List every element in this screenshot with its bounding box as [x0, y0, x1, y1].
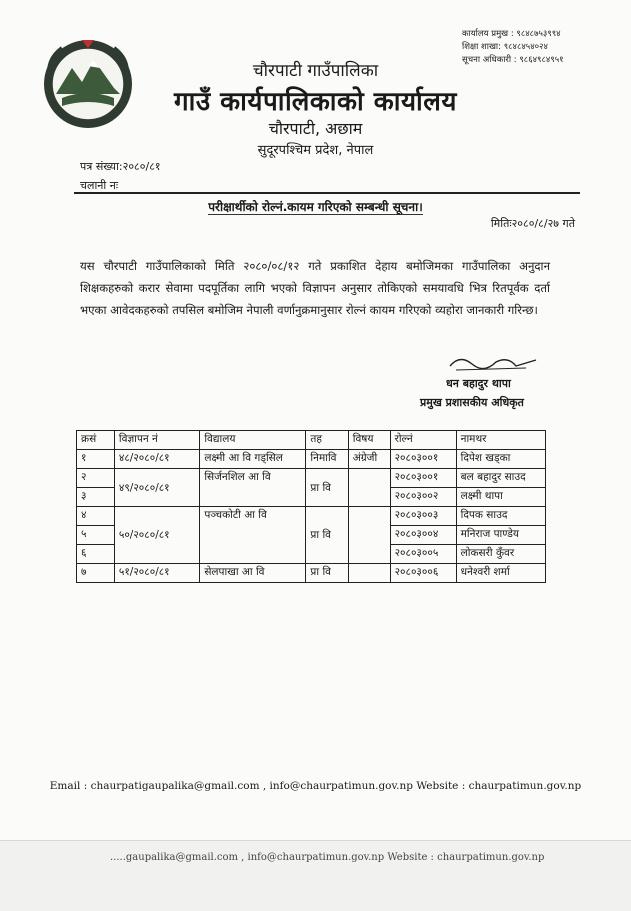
reference-number: पत्र संख्या:२०८०/८१ [80, 160, 161, 173]
cell-serial: ५ [77, 526, 115, 545]
cell-serial: ६ [77, 545, 115, 564]
contact-education: शिक्षा शाखा: ९८४८४५४०२४ [462, 42, 548, 52]
cell-roll: २०८०३००१ [390, 450, 456, 469]
cell-level: प्रा वि [306, 507, 348, 564]
footer-contact: Email : chaurpatigaupalika@gmail.com , info@chaurpatimun.gov.np Website : chaurpatimun.gov.np [49, 780, 582, 792]
office-title: गाउँ कार्यपालिकाको कार्यालय [174, 87, 457, 117]
cell-advertisement: ४८/२०८०/८१ [114, 450, 199, 469]
dispatch-number: चलानी नः [80, 179, 119, 192]
notice-subject: परीक्षार्थीको रोल्नं.कायम गरिएको सम्बन्धी सूचना। [208, 200, 423, 214]
cell-serial: १ [77, 450, 115, 469]
contact-info-officer: सूचना अधिकारी : ९८६४९८४९५१ [462, 55, 564, 65]
notice-body: यस चौरपाटी गाउँपालिकाको मिति २०८०/०८/१२ गते प्रकाशित देहाय बमोजिमका गाउँपालिका अनुदान शिक्षकहरुको करार सेवामा पदपूर्तिका लागि भएको विज्ञापन अनुसार तोकिएको समयावधि भित्र रितपूर्वक दर्ता भएका आवेदकहरुको तपसिल बमोजिम नेपाली वर्णानुक्रमानुसार रोल्नं कायम गरिएको व्यहोरा जानकारी गरिन्छ। [80, 259, 550, 317]
municipality-name: चौरपाटी गाउँपालिका [252, 61, 379, 81]
cell-level: प्रा वि [306, 469, 348, 507]
second-page-edge [0, 840, 631, 911]
header-divider [74, 192, 580, 194]
table-row [77, 564, 546, 583]
col-roll: रोल्नं [390, 431, 456, 450]
notice-date: मितिः२०८०/८/२७ गते [490, 217, 575, 230]
cell-serial: ३ [77, 488, 115, 507]
cell-school: पञ्चकोटी आ वि [200, 507, 306, 564]
col-level: तह [306, 431, 348, 450]
cell-level: प्रा वि [306, 564, 348, 583]
cell-name: लोकसरी कुँवर [456, 545, 545, 564]
cell-subject: अंग्रेजी [348, 450, 390, 469]
cell-advertisement: ५०/२०८०/८१ [114, 507, 199, 564]
province-name: सुदूरपश्चिम प्रदेश, नेपाल [257, 143, 374, 158]
cell-advertisement: ४९/२०८०/८१ [114, 469, 199, 507]
cell-name: दिपक साउद [456, 507, 545, 526]
signer-title: प्रमुख प्रशासकीय अधिकृत [420, 396, 524, 409]
cell-school: सेलपाखा आ वि [200, 564, 306, 583]
office-location: चौरपाटी, अछाम [268, 119, 363, 138]
signer-name: धन बहादुर थापा [446, 377, 511, 390]
col-subject: विषय [348, 431, 390, 450]
cell-name: दिपेश खड्का [456, 450, 545, 469]
cell-roll: २०८०३००१ [390, 469, 456, 488]
cell-serial: ७ [77, 564, 115, 583]
cell-roll: २०८०३००४ [390, 526, 456, 545]
cell-name: मनिराज पाण्डेय [456, 526, 545, 545]
table-row [77, 469, 546, 488]
signature-scribble [446, 352, 540, 374]
roll-number-table [76, 430, 546, 583]
cell-school: सिर्जनशिल आ वि [200, 469, 306, 507]
cell-roll: २०८०३००५ [390, 545, 456, 564]
cell-advertisement: ५१/२०८०/८१ [114, 564, 199, 583]
contact-office-head: कार्यालय प्रमुख : ९८४८७५३९९४ [462, 29, 561, 39]
cell-serial: २ [77, 469, 115, 488]
table-header-row [77, 431, 546, 450]
cell-roll: २०८०३००३ [390, 507, 456, 526]
footer-contact-underpage: .....gaupalika@gmail.com , info@chaurpatimun.gov.np Website : chaurpatimun.gov.np [110, 852, 545, 863]
cell-name: धनेश्वरी शर्मा [456, 564, 545, 583]
table-row [77, 507, 546, 526]
cell-roll: २०८०३००६ [390, 564, 456, 583]
col-school: विद्यालय [200, 431, 306, 450]
cell-subject [348, 564, 390, 583]
col-serial: क्रसं [77, 431, 115, 450]
cell-name: लक्ष्मी थापा [456, 488, 545, 507]
cell-level: निमावि [306, 450, 348, 469]
col-advertisement: विज्ञापन नं [114, 431, 199, 450]
cell-subject [348, 507, 390, 564]
table-row [77, 450, 546, 469]
cell-roll: २०८०३००२ [390, 488, 456, 507]
cell-name: बल बहादुर साउद [456, 469, 545, 488]
cell-school: लक्ष्मी आ वि गड्सिल [200, 450, 306, 469]
col-name: नामथर [456, 431, 545, 450]
cell-subject [348, 469, 390, 507]
cell-serial: ४ [77, 507, 115, 526]
